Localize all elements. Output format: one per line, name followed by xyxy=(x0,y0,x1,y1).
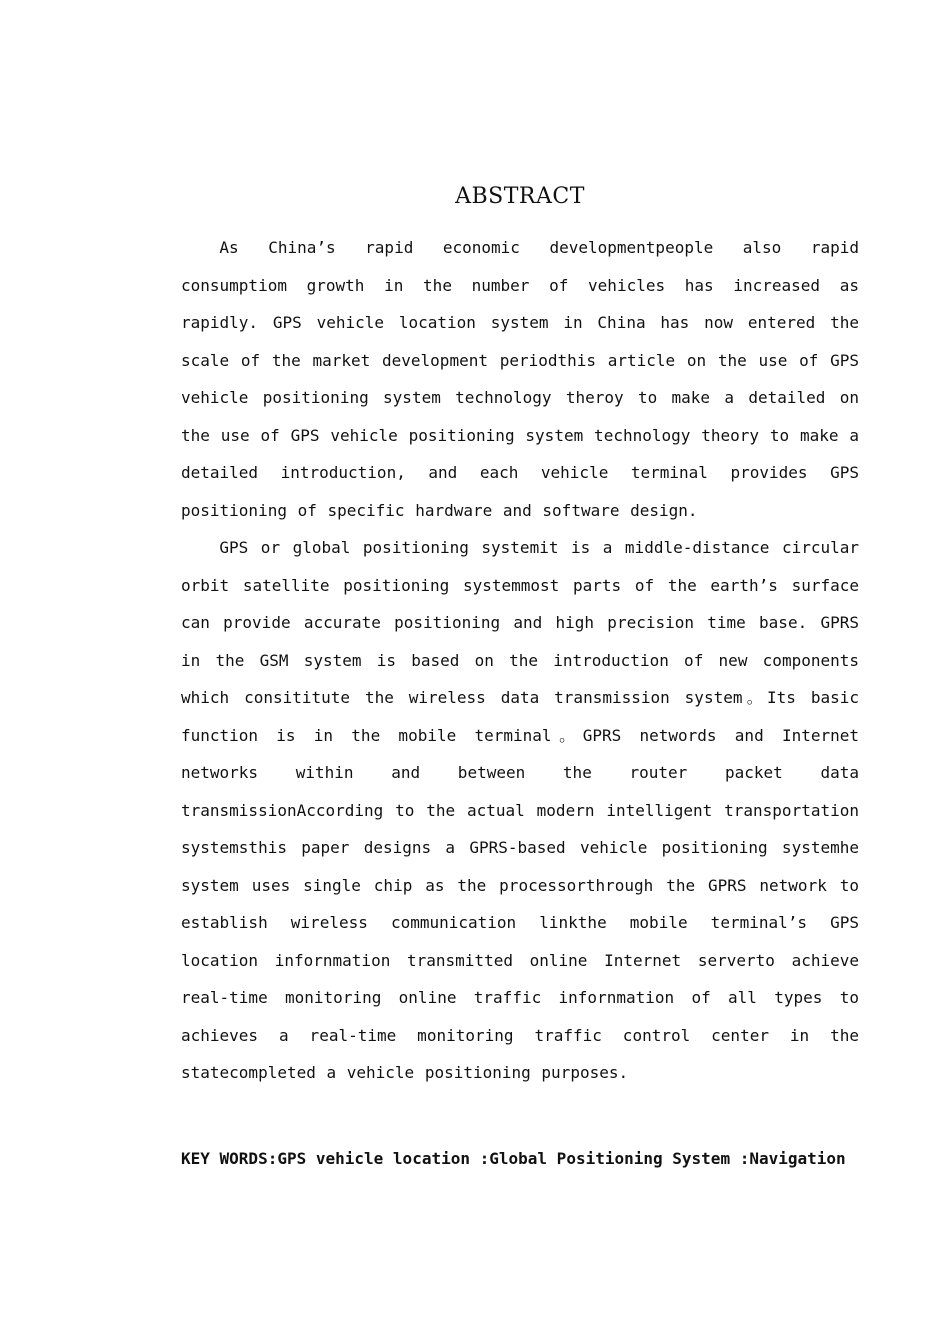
abstract-title: ABSTRACT xyxy=(455,184,585,209)
keywords-line: KEY WORDS:GPS vehicle location :Global Positioning System :Navigation xyxy=(181,1149,846,1168)
abstract-paragraph-1: As China’s rapid economic developmentpeople also rapid consumptiom growth in the number of vehicles has increased as rapidly. GPS vehicle location system in China has now entered the scale of the market development periodthis article on the use of GPS vehicle positioning system technology theroy to make a detailed on the use of GPS vehicle positioning system technology theory to make a detailed introduction, and each vehicle terminal provides GPS positioning of specific hardware and software design. xyxy=(181,238,859,520)
abstract-paragraph-2: GPS or global positioning systemit is a middle-distance circular orbit satellite positioning systemmost parts of the earth’s surface can provide accurate positioning and high precision time base. GPRS in the GSM system is based on the introduction of new components which consititute the wireless data transmission system。Its basic function is in the mobile terminal。GPRS networds and Internet networks within and between the router packet data transmissionAccording to the actual modern intelligent transportation systemsthis paper designs a GPRS-based vehicle positioning systemhe system uses single chip as the processorthrough the GPRS network to establish wireless communication linkthe mobile terminal’s GPS location infornmation transmitted online Internet serverto achieve real-time monitoring online traffic infornmation of all types to achieves a real-time monitoring traffic control center in the statecompleted a vehicle positioning purposes. xyxy=(181,538,859,1082)
abstract-body xyxy=(181,229,859,1092)
